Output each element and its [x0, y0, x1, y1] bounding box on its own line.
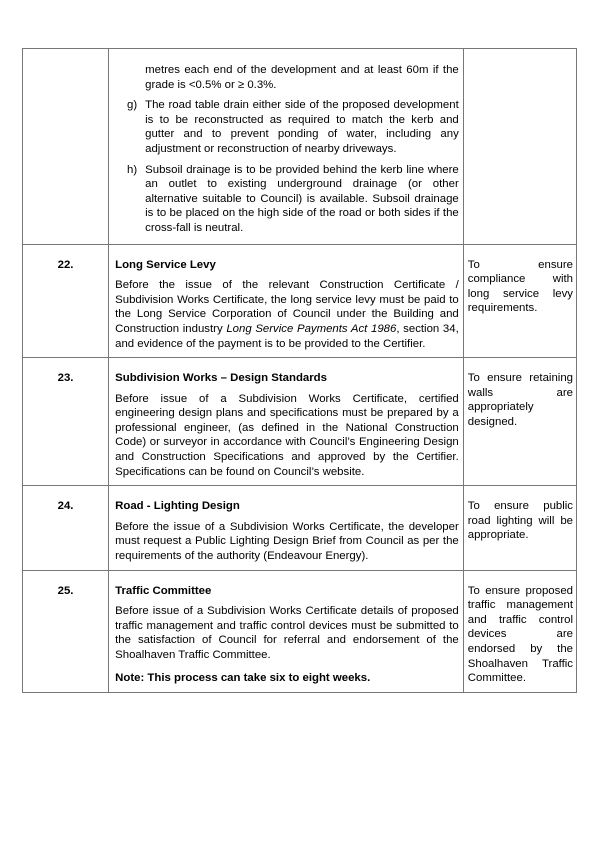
list-item-g — [117, 98, 459, 156]
continuation-row — [23, 49, 577, 245]
list-item-text: The road table drain either side of the proposed development is to be reconstructed as required to match the kerb and gutter and to prevent ponding of water, including any adjustment or reconstruction of nearby driveways. — [145, 99, 459, 155]
reason-cell — [463, 244, 576, 358]
conditions-table — [22, 48, 577, 693]
reason-cell — [463, 570, 576, 692]
condition-title: Traffic Committee — [115, 584, 212, 597]
condition-body — [115, 278, 459, 351]
condition-cell — [109, 358, 464, 486]
continuation-reason-cell — [463, 49, 576, 245]
condition-title: Subdivision Works – Design Standards — [115, 372, 327, 385]
condition-title: Long Service Levy — [115, 258, 216, 271]
reason-cell — [463, 358, 576, 486]
reason-text: To ensure public road lighting will be appropriate. — [467, 500, 573, 542]
condition-title: Road - Lighting Design — [115, 500, 240, 513]
continuation-condition-cell — [109, 49, 464, 245]
reason-cell — [463, 486, 576, 570]
list-item-h — [117, 163, 459, 236]
condition-body-text-end: , section 34, and evidence of the payment is to be provided to the Certifier. — [115, 322, 459, 350]
condition-row-25 — [23, 570, 577, 692]
condition-cell — [109, 570, 464, 692]
continuation-text: metres each end of the development and at least 60m if the grade is <0.5% or ≥ 0.3%. — [145, 64, 459, 91]
condition-row-24 — [23, 486, 577, 570]
condition-number: 23. — [23, 358, 109, 486]
reason-text: To ensure retaining walls are appropriately designed. — [467, 372, 573, 428]
condition-cell — [109, 486, 464, 570]
condition-body-text: Before the issue of the relevant Construction Certificate / Subdivision Works Certificate, the long service levy must be paid to the Long Service Corporation of Council under the Building and Construction industry — [115, 279, 459, 335]
condition-body: Before the issue of a Subdivision Works Certificate, the developer must request a Public Lighting Design Brief from Council as per the requirements of the authority (Endeavour Energy). — [115, 520, 459, 563]
list-item-letter: h) — [127, 163, 138, 176]
reason-text: To ensure proposed traffic management and traffic control devices are endorsed by the Shoalhaven Traffic Committee. — [467, 584, 573, 685]
condition-number: 24. — [23, 486, 109, 570]
reason-text: To ensure compliance with long service levy requirements. — [467, 258, 573, 315]
list-item-letter: g) — [127, 99, 138, 112]
condition-body-act-name: Long Service Payments Act 1986 — [226, 322, 397, 335]
condition-body: Before issue of a Subdivision Works Certificate, certified engineering design plans and specifications must be prepared by a professional engineer, (as defined in the National Construction Code) or surveyor in accordance with Council’s Engineering Design and Construction Specifications and approved by the Certifier. Specifications can be found on Council’s website. — [115, 392, 459, 478]
condition-row-22 — [23, 244, 577, 358]
list-item-text: Subsoil drainage is to be provided behind the kerb line where an outlet to existing underground drainage (or other alternative suitable to Council) is available. Subsoil drainage is to be placed on the high side of the road or both sides if the cross-fall is neutral. — [145, 163, 459, 234]
condition-cell — [109, 244, 464, 358]
condition-row-23 — [23, 358, 577, 486]
condition-number: 25. — [23, 570, 109, 692]
continuation-number-cell — [23, 49, 109, 245]
condition-body: Before issue of a Subdivision Works Certificate details of proposed traffic management and traffic control devices must be submitted to the satisfaction of Council for referral and endorsement of the Shoalhaven Traffic Committee. — [115, 605, 459, 661]
condition-note: Note: This process can take six to eight weeks. — [115, 671, 371, 684]
condition-number: 22. — [23, 244, 109, 358]
